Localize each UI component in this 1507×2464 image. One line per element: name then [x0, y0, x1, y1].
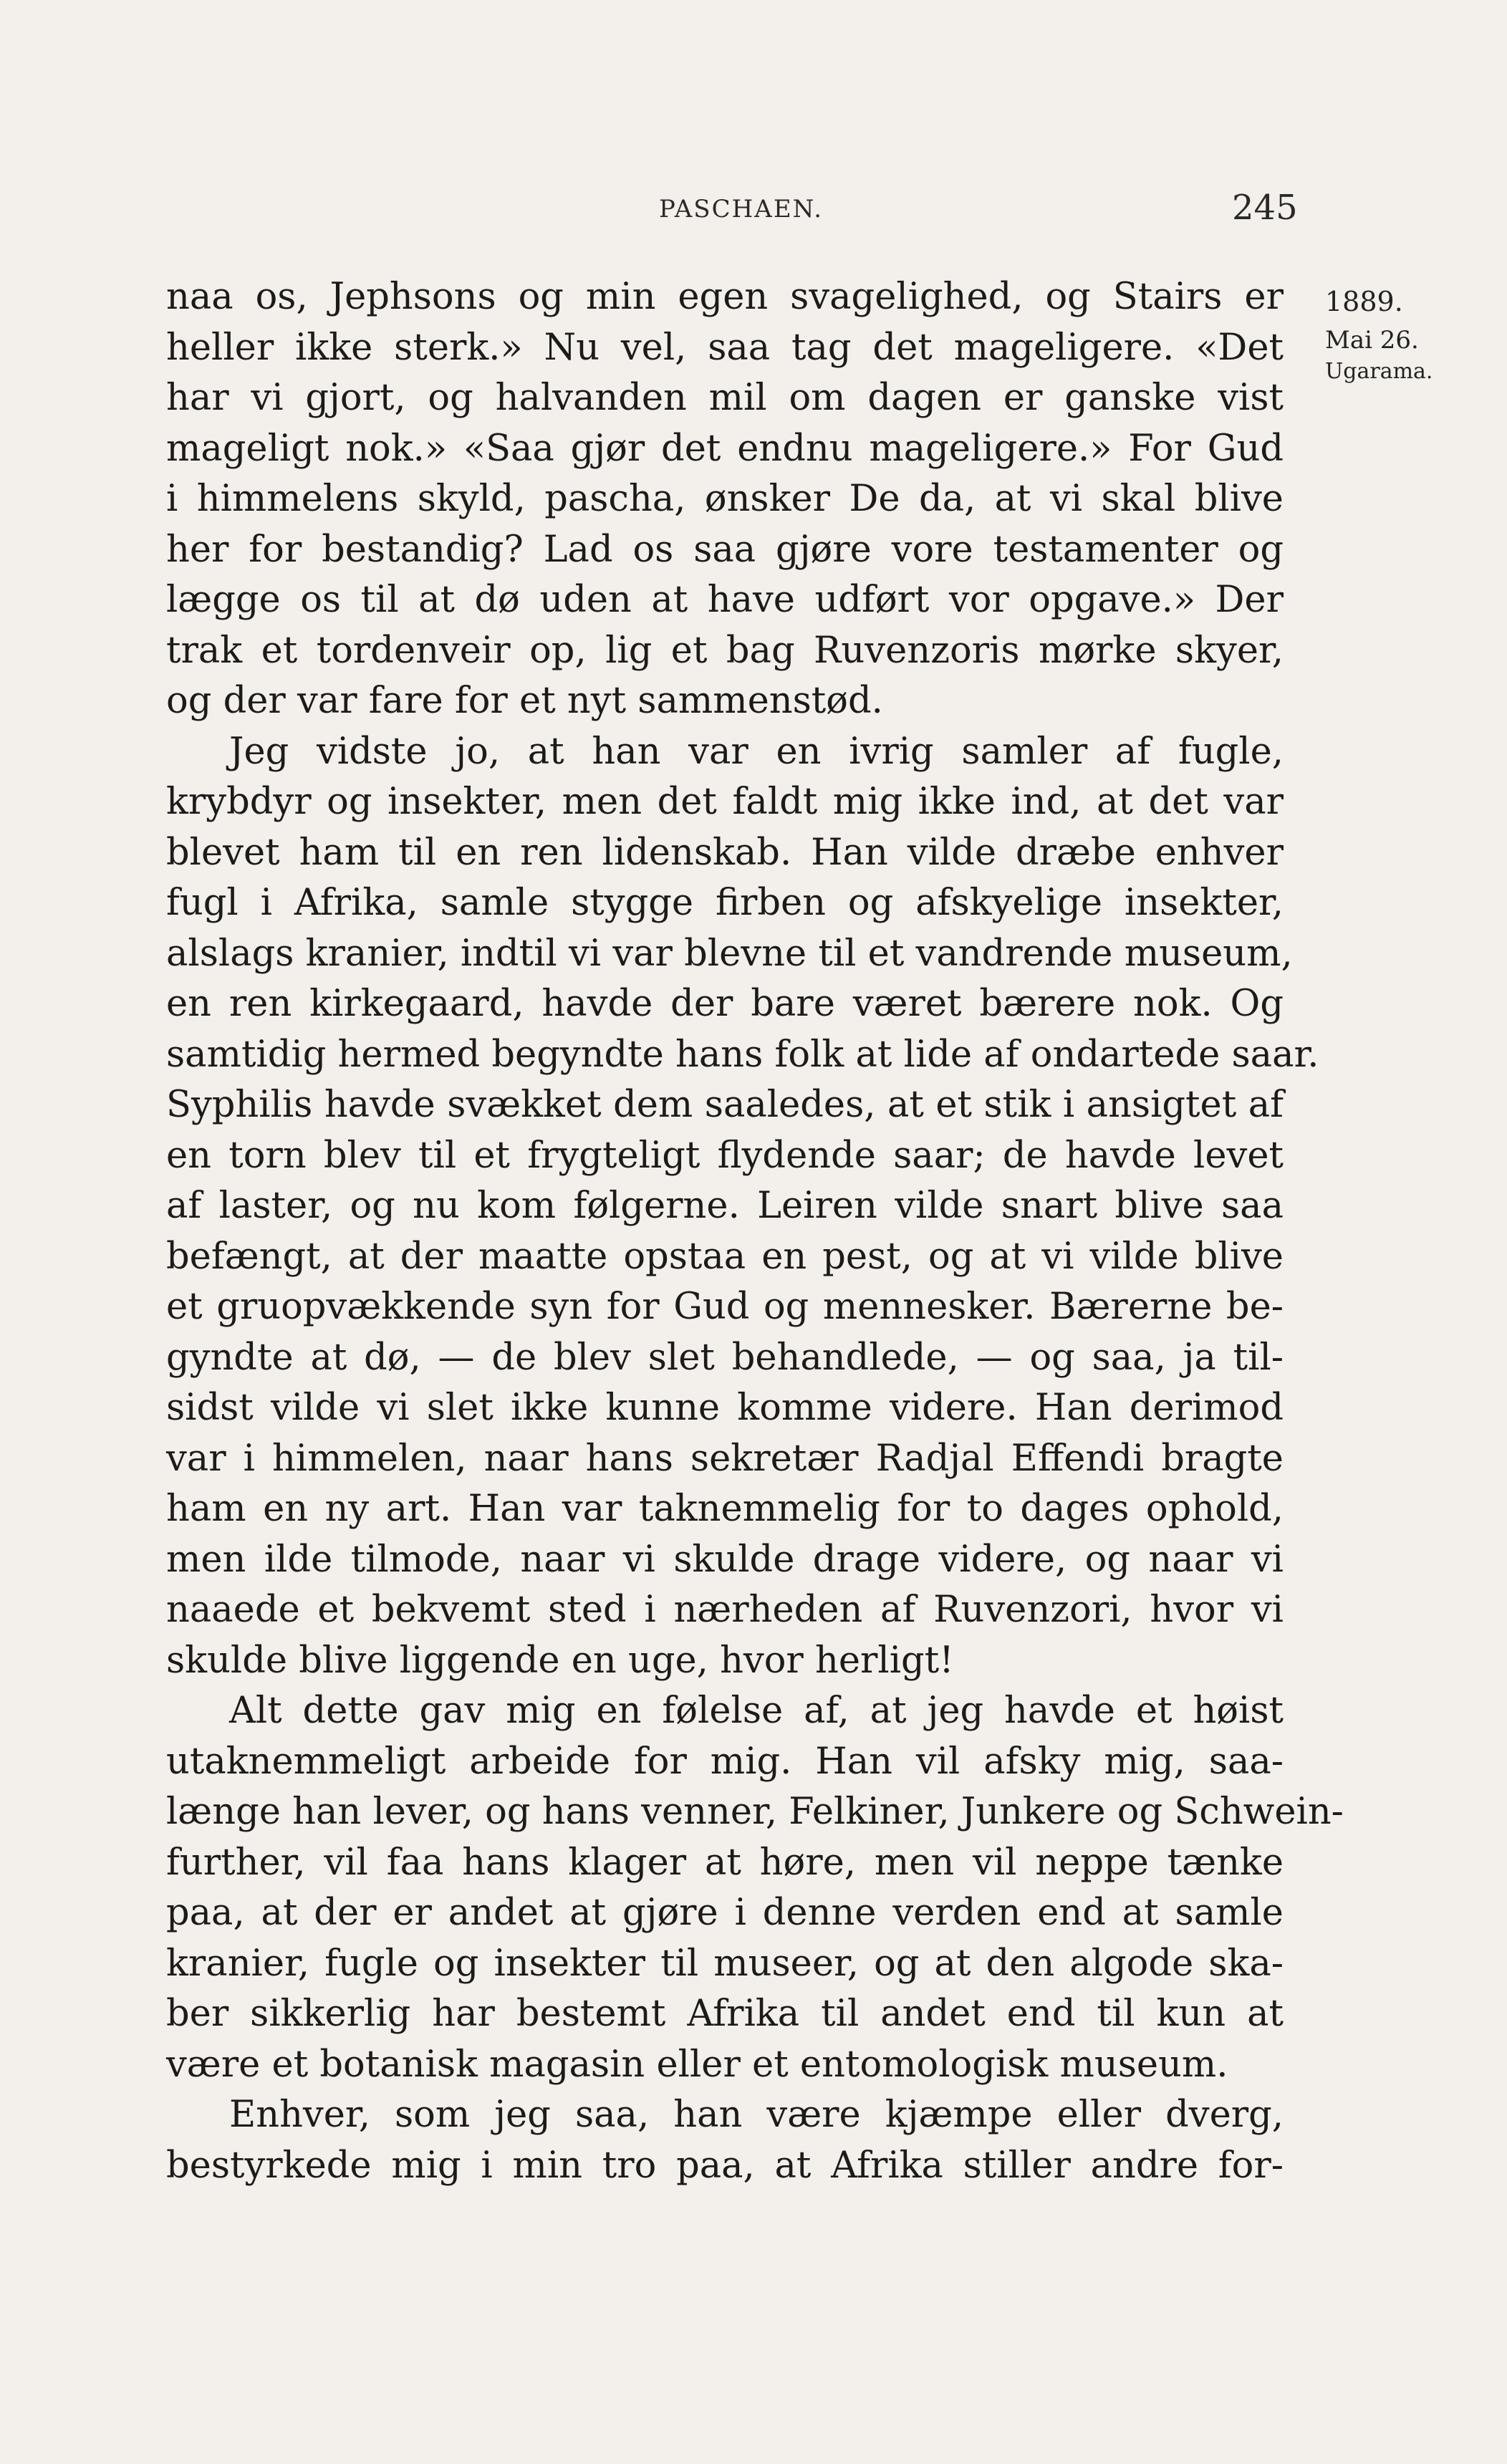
- text-line: paa, at der er andet at gjøre i denne verden end at samle: [166, 1892, 1284, 1934]
- text-line: Alt dette gav mig en følelse af, at jeg havde et høist: [229, 1690, 1284, 1732]
- text-line: har vi gjort, og halvanden mil om dagen er ganske vist: [166, 377, 1284, 419]
- text-line: var i himmelen, naar hans sekretær Radjal Effendi bragte: [166, 1437, 1284, 1480]
- text-line: en ren kirkegaard, havde der bare været bærere nok. Og: [166, 983, 1284, 1025]
- body-text: [166, 272, 1344, 2191]
- text-line: i himmelens skyld, pascha, ønsker De da, at vi skal blive: [166, 478, 1284, 520]
- text-line: en torn blev til et frygteligt flydende saar; de havde levet: [166, 1134, 1284, 1177]
- text-line: trak et tordenveir op, lig et bag Ruvenzoris mørke skyer,: [166, 629, 1284, 672]
- text-line: heller ikke sterk.» Nu vel, saa tag det mageligere. «Det: [166, 326, 1284, 369]
- text-line: af laster, og nu kom følgerne. Leiren vilde snart blive saa: [166, 1185, 1284, 1227]
- text-line: befængt, at der maatte opstaa en pest, og at vi vilde blive: [166, 1235, 1284, 1278]
- margin-notes: [1325, 281, 1497, 382]
- page-number: 245: [1232, 188, 1298, 228]
- text-line: et gruopvækkende syn for Gud og mennesker. Bærerne be-: [166, 1286, 1284, 1328]
- text-line: fugl i Afrika, samle stygge firben og afskyelige insekter,: [166, 882, 1284, 924]
- text-line: skulde blive liggende en uge, hvor herligt!: [166, 1639, 954, 1682]
- text-line: samtidig hermed begyndte hans folk at lide af ondartede saar.: [166, 1033, 1319, 1076]
- text-line: ham en ny art. Han var taknemmelig for to dages ophold,: [166, 1488, 1284, 1530]
- text-line: further, vil faa hans klager at høre, men vil neppe tænke: [166, 1841, 1284, 1884]
- text-line: mageligt nok.» «Saa gjør det endnu mageligere.» For Gud: [166, 427, 1284, 470]
- text-line: sidst vilde vi slet ikke kunne komme videre. Han derimod: [166, 1387, 1284, 1429]
- text-line: være et botanisk magasin eller et entomologisk museum.: [166, 2043, 1228, 2086]
- text-line: kranier, fugle og insekter til museer, og at den algode ska-: [166, 1942, 1284, 1985]
- text-line: Syphilis havde svækket dem saaledes, at et stik i ansigtet af: [166, 1084, 1284, 1126]
- margin-year: 1889.: [1325, 286, 1403, 317]
- running-title: PASCHAEN.: [659, 195, 824, 223]
- text-line: naaede et bekvemt sted i nærheden af Ruvenzori, hvor vi: [166, 1589, 1284, 1631]
- text-line: længe han lever, og hans venner, Felkiner, Junkere og Schwein-: [166, 1791, 1344, 1833]
- text-line: alslags kranier, indtil vi var blevne til et vandrende museum,: [166, 932, 1293, 975]
- text-line: blevet ham til en ren lidenskab. Han vilde dræbe enhver: [166, 831, 1284, 874]
- text-line: bestyrkede mig i min tro paa, at Afrika stiller andre for-: [166, 2144, 1284, 2187]
- text-line: her for bestandig? Lad os saa gjøre vore testamenter og: [166, 528, 1284, 571]
- text-line: Enhver, som jeg saa, han være kjæmpe eller dverg,: [229, 2094, 1284, 2136]
- margin-date: Mai 26.: [1325, 326, 1419, 355]
- text-line: gyndte at dø, — de blev slet behandlede, — og saa, ja til-: [166, 1336, 1284, 1379]
- text-line: men ilde tilmode, naar vi skulde drage videre, og naar vi: [166, 1538, 1284, 1581]
- text-line: utaknemmeligt arbeide for mig. Han vil afsky mig, saa-: [166, 1740, 1284, 1783]
- text-line: krybdyr og insekter, men det faldt mig ikke ind, at det var: [166, 781, 1284, 823]
- text-line: ber sikkerlig har bestemt Afrika til andet end til kun at: [166, 1993, 1284, 2035]
- text-line: naa os, Jephsons og min egen svagelighed, og Stairs er: [166, 276, 1284, 318]
- text-line: Jeg vidste jo, at han var en ivrig samler af fugle,: [229, 730, 1284, 773]
- text-line: og der var fare for et nyt sammenstød.: [166, 680, 883, 722]
- margin-place: Ugarama.: [1325, 359, 1433, 384]
- text-line: lægge os til at dø uden at have udført vor opgave.» Der: [166, 579, 1284, 621]
